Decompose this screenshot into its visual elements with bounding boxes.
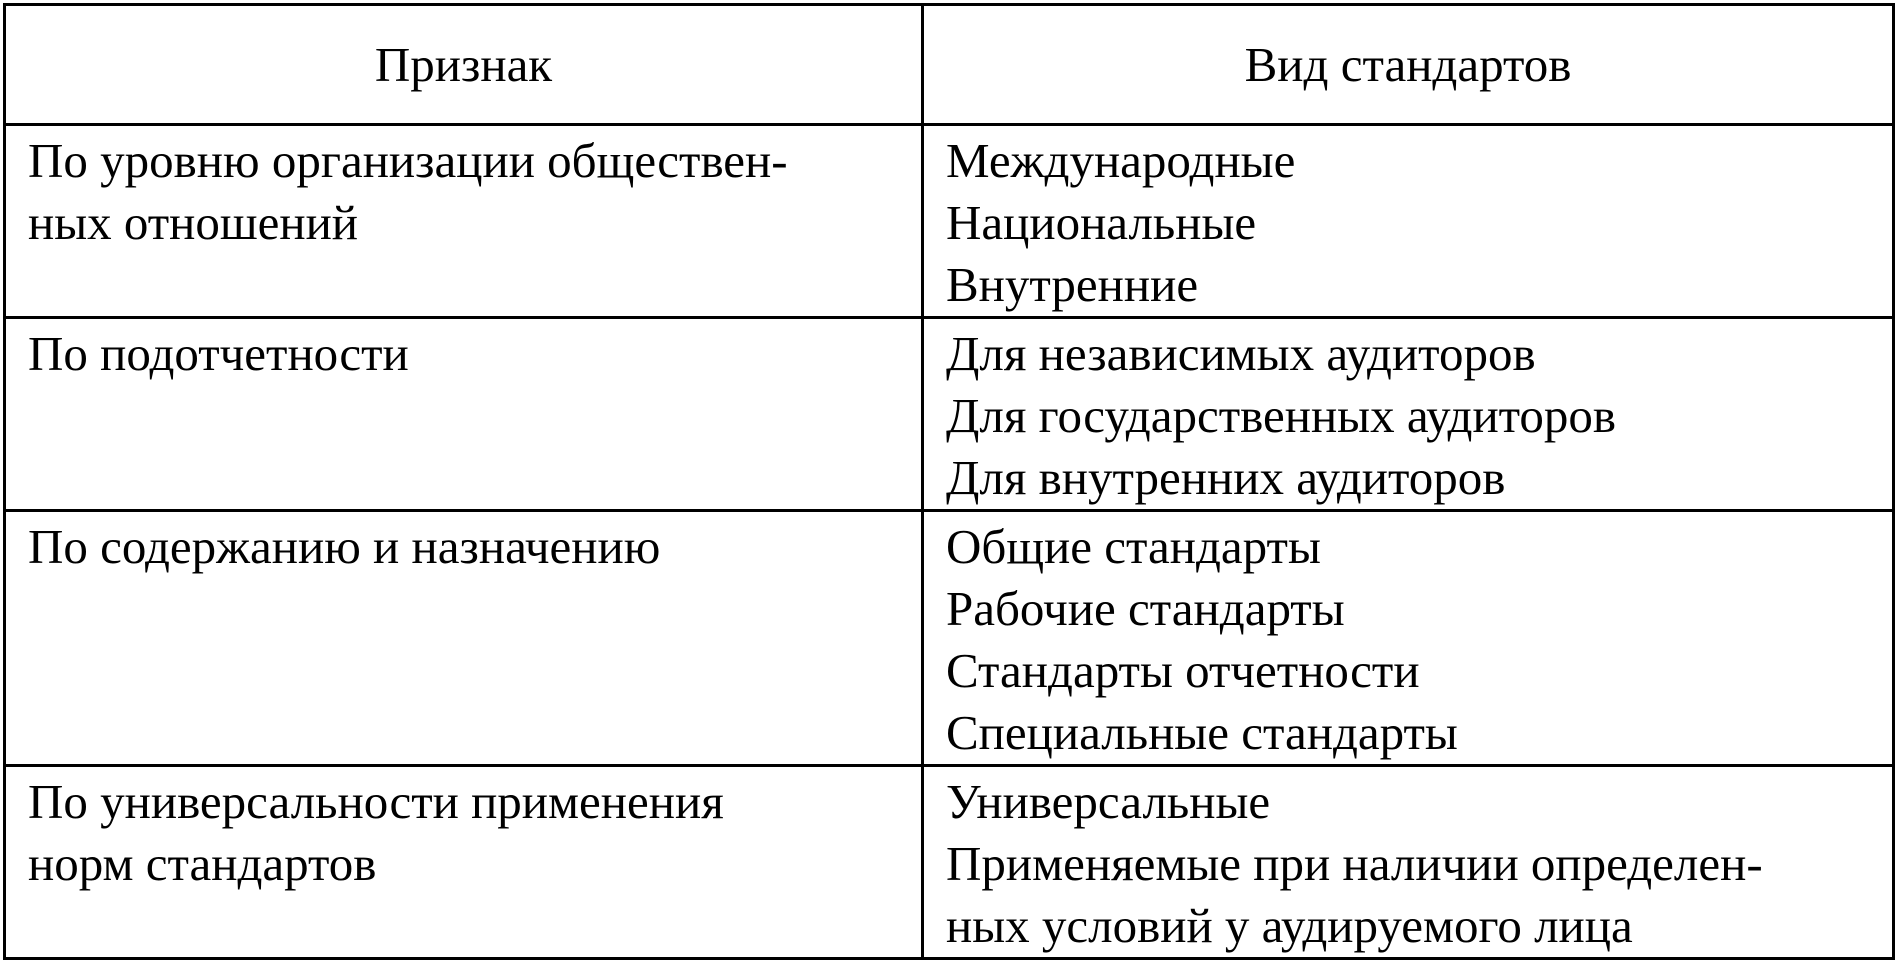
- feature-cell: [5, 766, 923, 959]
- standards-table-container: [3, 3, 1892, 953]
- table-row: [5, 766, 1894, 959]
- standards-classification-table: [3, 3, 1895, 960]
- standard-type-item: Для независимых аудиторов: [946, 326, 1536, 381]
- types-cell: [923, 766, 1894, 959]
- types-cell: [923, 511, 1894, 766]
- feature-line: норм стандартов: [28, 836, 377, 891]
- table-row: [5, 511, 1894, 766]
- standard-type-item: Общие стандарты: [946, 519, 1321, 574]
- feature-cell: [5, 125, 923, 318]
- standard-type-item: Внутренние: [946, 257, 1199, 312]
- standard-type-item: Для государственных аудиторов: [946, 388, 1617, 443]
- standard-type-item: Специальные стандарты: [946, 705, 1458, 760]
- header-feature: Признак: [5, 5, 923, 125]
- feature-cell: [5, 318, 923, 511]
- types-cell: [923, 125, 1894, 318]
- feature-line: ных отношений: [28, 195, 359, 250]
- header-standard-types: Вид стандартов: [923, 5, 1894, 125]
- types-cell: [923, 318, 1894, 511]
- feature-line: По уровню организации обществен-: [28, 133, 788, 188]
- standard-type-item: Для внутренних аудиторов: [946, 450, 1506, 505]
- table-header-row: [5, 5, 1894, 125]
- table-row: [5, 125, 1894, 318]
- standard-type-item: Применяемые при наличии определен-: [946, 836, 1763, 891]
- feature-line: По содержанию и назначению: [28, 519, 661, 574]
- feature-line: По универсальности применения: [28, 774, 724, 829]
- standard-type-item: Стандарты отчетности: [946, 643, 1420, 698]
- standard-type-item: Рабочие стандарты: [946, 581, 1345, 636]
- standard-type-item: Международные: [946, 133, 1296, 188]
- table-row: [5, 318, 1894, 511]
- standard-type-item: Национальные: [946, 195, 1257, 250]
- standard-type-item: ных условий у аудируемого лица: [946, 898, 1633, 953]
- feature-cell: [5, 511, 923, 766]
- standard-type-item: Универсальные: [946, 774, 1271, 829]
- feature-line: По подотчетности: [28, 326, 409, 381]
